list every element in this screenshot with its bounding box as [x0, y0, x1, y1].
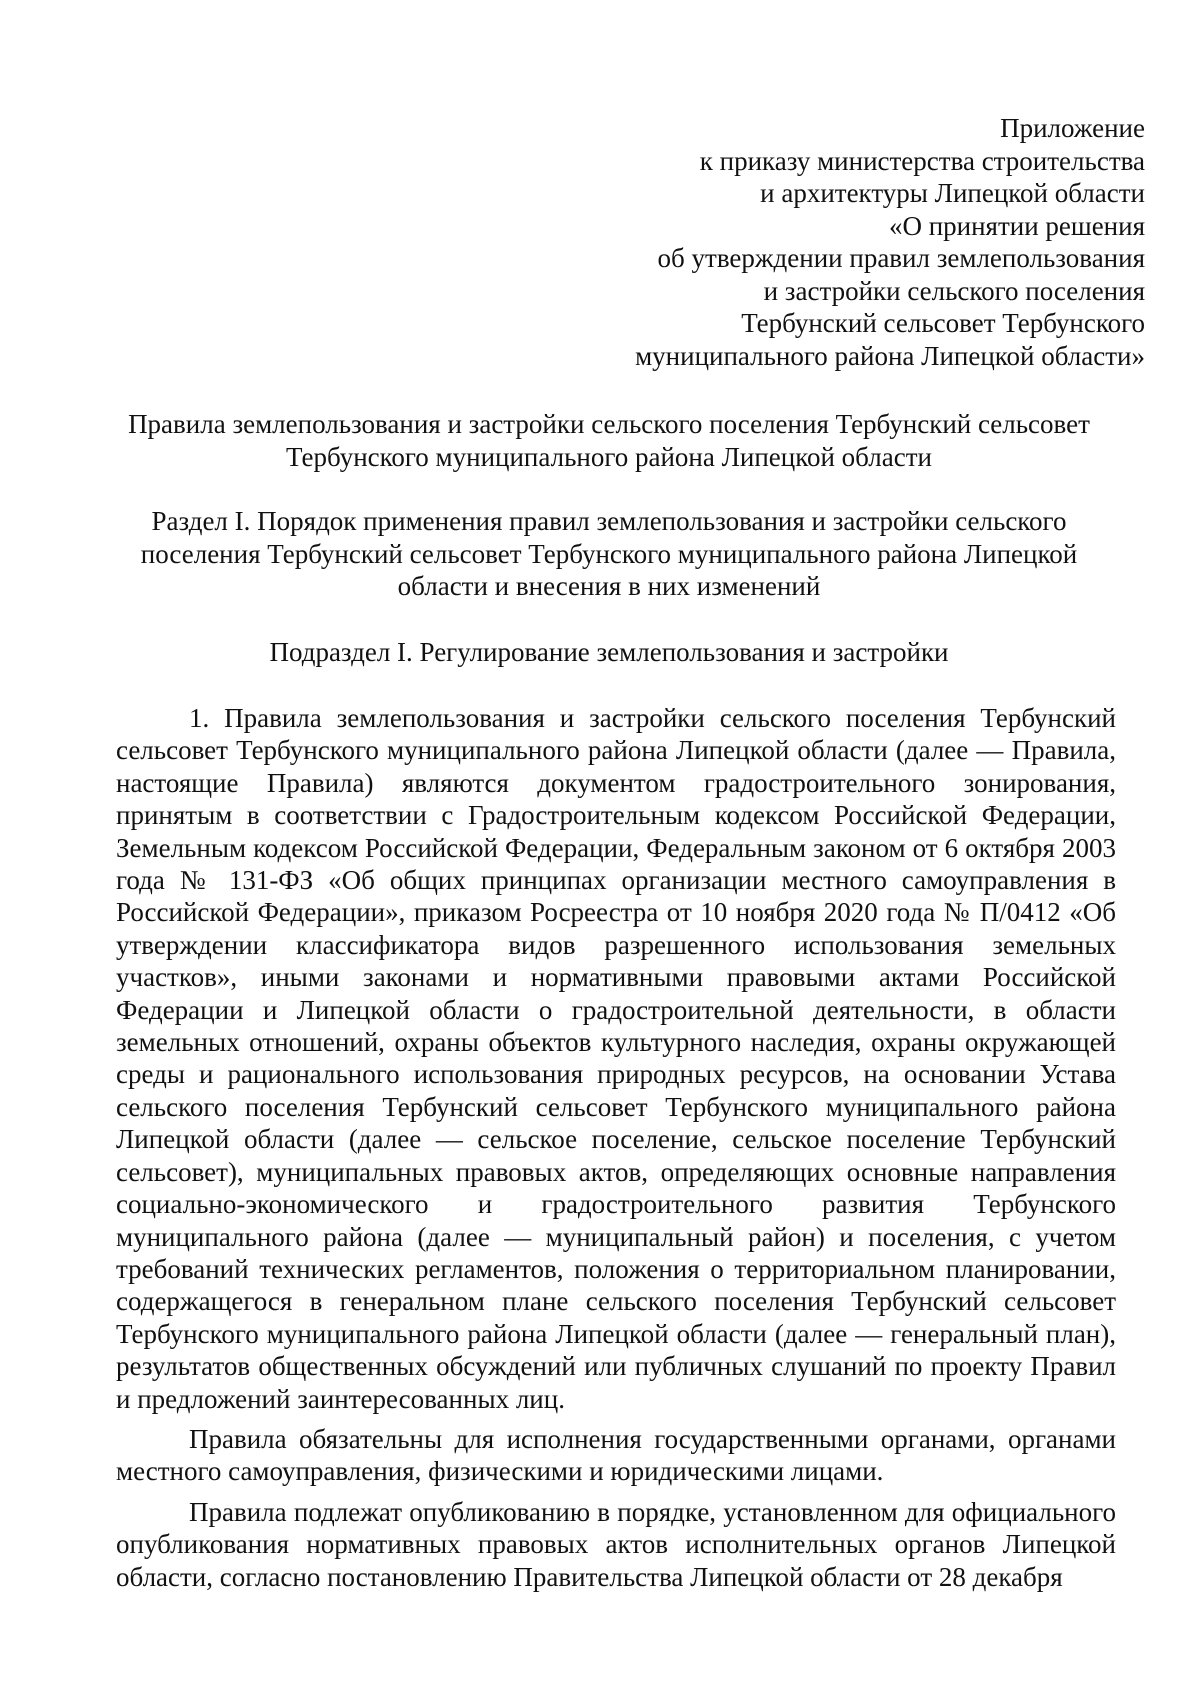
document-title: Правила землепользования и застройки сельского поселения Тербунский сельсовет Тербунского муниципального района Липецкой области [128, 409, 1090, 472]
appendix-line: Приложение [1000, 113, 1145, 143]
body-text [116, 702, 1116, 1593]
paragraph: 1. Правила землепользования и застройки сельского поселения Тербунский сельсовет Тербунского муниципального района Липецкой области (далее — Правила, настоящие Правила) являются документом градостроительного зонирования, принятым в соответствии с Градостроительным кодексом Российской Федерации, Земельным кодексом Российской Федерации, Федеральным законом от 6 октября 2003 года № 131-ФЗ «Об общих принципах организации местного самоуправления в Российской Федерации», приказом Росреестра от 10 ноября 2020 года № П/0412 «Об утверждении классификатора видов разрешенного использования земельных участков», иными законами и нормативными правовыми актами Российской Федерации и Липецкой области о градостроительной деятельности, в области земельных отношений, охраны объектов культурного наследия, охраны окружающей среды и рационального использования природных ресурсов, на основании Устава сельского поселения Тербунский сельсовет Тербунского муниципального района Липецкой области (далее — сельское поселение, сельское поселение Тербунский сельсовет), муниципальных правовых актов, определяющих основные направления социально-экономического и градостроительного развития Тербунского муниципального района (далее — муниципальный район) и поселения, с учетом требований технических регламентов, положения о территориальном планировании, содержащегося в генеральном плане сельского поселения Тербунский сельсовет Тербунского муниципального района Липецкой области (далее — генеральный план), результатов общественных обсуждений или публичных слушаний по проекту Правил и предложений заинтересованных лиц. [116, 703, 1116, 1414]
section-heading: Раздел I. Порядок применения правил землепользования и застройки сельского поселения Тербунский сельсовет Тербунского муниципального района Липецкой области и внесения в них изменений [140, 506, 1078, 601]
appendix-line: Тербунский сельсовет Тербунского [741, 308, 1145, 338]
appendix-line: об утверждении правил землепользования [657, 243, 1145, 273]
appendix-block [505, 112, 1145, 372]
paragraph: Правила обязательны для исполнения государственными органами, органами местного самоуправления, физическими и юридическими лицами. [116, 1423, 1116, 1487]
appendix-line: муниципального района Липецкой области» [635, 340, 1145, 371]
paragraph: Правила подлежат опубликованию в порядке, установленном для официального опубликования нормативных правовых актов исполнительных органов Липецкой области, согласно постановлению Правительства Липецкой области от 28 декабря [116, 1496, 1116, 1592]
subsection-heading: Подраздел I. Регулирование землепользования и застройки [269, 637, 949, 667]
appendix-line: к приказу министерства строительства [699, 145, 1145, 176]
appendix-line: и архитектуры Липецкой области [760, 178, 1145, 208]
appendix-line: «О принятии решения [888, 210, 1145, 241]
appendix-line: и застройки сельского поселения [763, 275, 1145, 306]
